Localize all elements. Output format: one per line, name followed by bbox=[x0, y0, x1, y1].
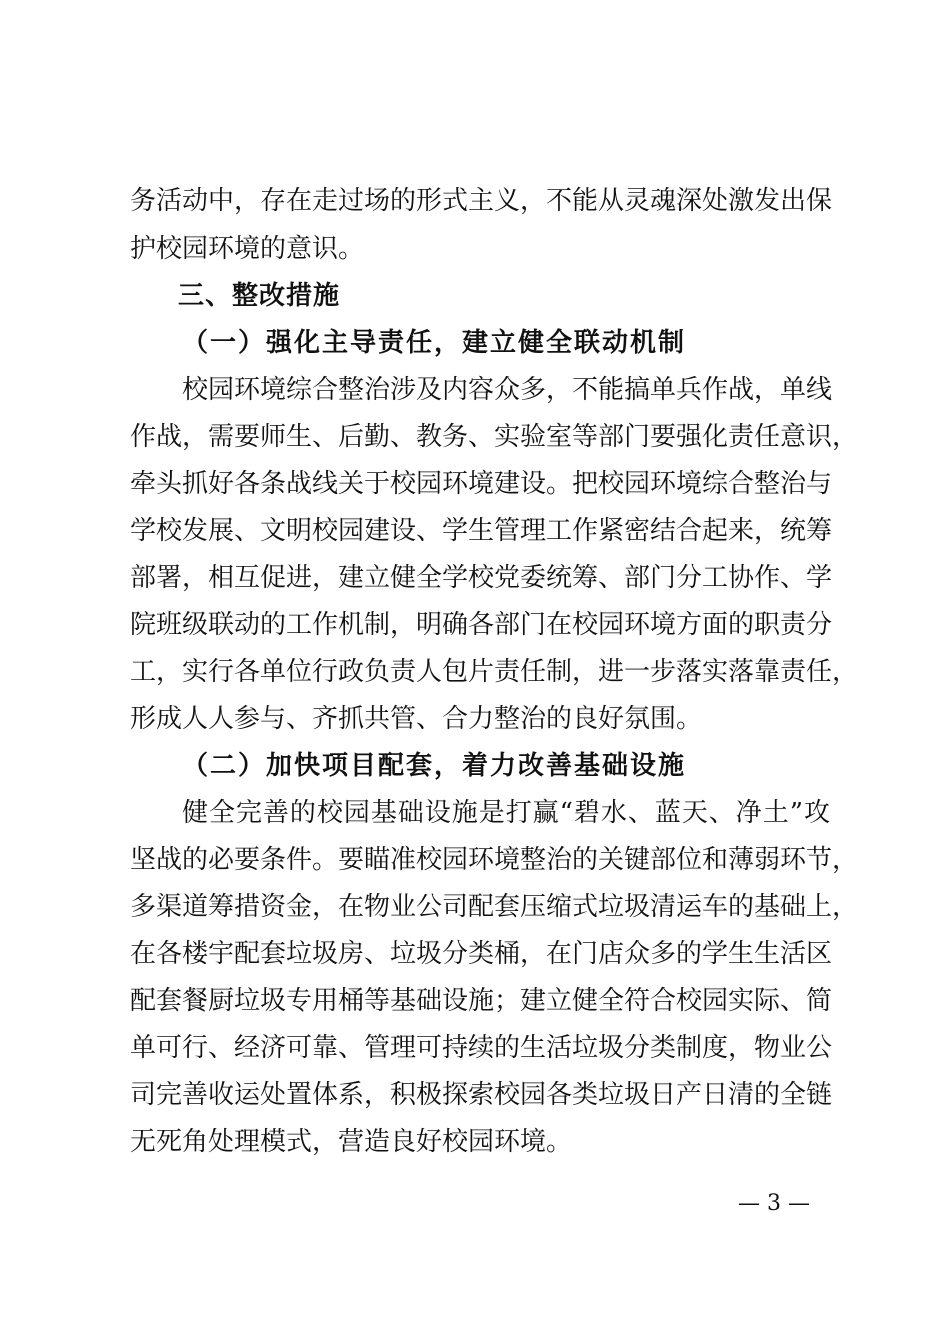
subsection-2-line-3: 多渠道筹措资金，在物业公司配套压缩式垃圾清运车的基础上， bbox=[130, 892, 859, 922]
subsection-2-line-6: 单可行、经济可靠、管理可持续的生活垃圾分类制度，物业公 bbox=[130, 1033, 833, 1063]
section-heading: 三、整改措施 bbox=[178, 281, 341, 311]
subsection-1-line-6: 院班级联动的工作机制，明确各部门在校园环境方面的职责分 bbox=[130, 610, 833, 640]
subsection-2-line-5: 配套餐厨垃圾专用桶等基础设施；建立健全符合校园实际、简 bbox=[130, 986, 833, 1016]
subsection-1-line-4: 学校发展、文明校园建设、学生管理工作紧密结合起来，统筹 bbox=[130, 516, 833, 546]
subsection-1-line-5: 部署，相互促进，建立健全学校党委统筹、部门分工协作、学 bbox=[130, 563, 833, 593]
subsection-1-line-2: 作战，需要师生、后勤、教务、实验室等部门要强化责任意识， bbox=[130, 422, 859, 452]
subsection-1-heading: （一）强化主导责任，建立健全联动机制 bbox=[182, 328, 687, 358]
subsection-2-line-4: 在各楼宇配套垃圾房、垃圾分类桶，在门店众多的学生生活区 bbox=[130, 939, 833, 969]
subsection-2-line-2: 坚战的必要条件。要瞄准校园环境整治的关键部位和薄弱环节， bbox=[130, 845, 859, 875]
subsection-1-line-7: 工，实行各单位行政负责人包片责任制，进一步落实落靠责任， bbox=[130, 657, 859, 687]
intro-line-2: 护校园环境的意识。 bbox=[130, 234, 365, 264]
subsection-1-line-1: 校园环境综合整治涉及内容众多，不能搞单兵作战，单线 bbox=[182, 375, 833, 405]
subsection-2-heading: （二）加快项目配套，着力改善基础设施 bbox=[182, 751, 687, 781]
intro-line-1: 务活动中，存在走过场的形式主义，不能从灵魂深处激发出保 bbox=[130, 186, 833, 216]
page-number: — 3 — bbox=[738, 1191, 810, 1216]
subsection-2-line-7: 司完善收运处置体系，积极探索校园各类垃圾日产日清的全链 bbox=[130, 1080, 833, 1110]
subsection-2-line-1: 健全完善的校园基础设施是打赢“碧水、蓝天、净土”攻 bbox=[182, 798, 830, 828]
subsection-1-line-8: 形成人人参与、齐抓共管、合力整治的良好氛围。 bbox=[130, 704, 703, 734]
subsection-1-line-3: 牵头抓好各条战线关于校园环境建设。把校园环境综合整治与 bbox=[130, 469, 833, 499]
subsection-2-line-8: 无死角处理模式，营造良好校园环境。 bbox=[130, 1127, 573, 1157]
